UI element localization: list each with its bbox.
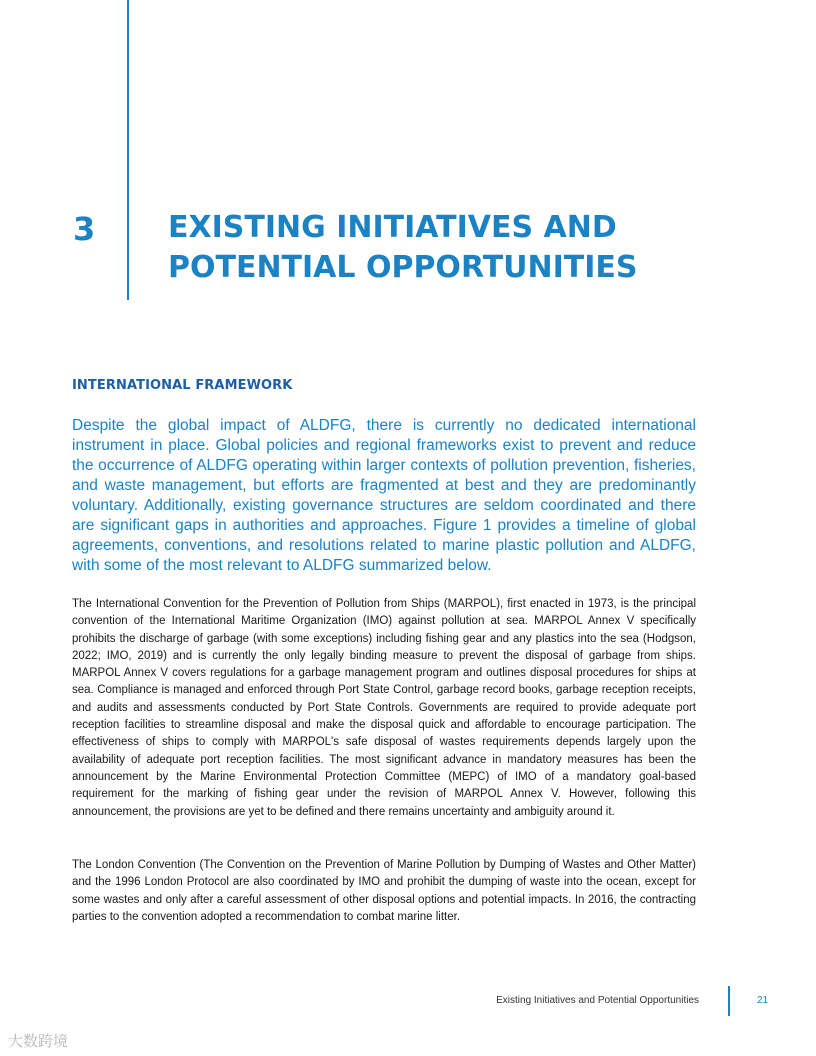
watermark: 大数跨境: [8, 1032, 69, 1050]
footer-running-title: Existing Initiatives and Potential Opportunities: [496, 995, 699, 1006]
chapter-title: [168, 208, 768, 288]
section-heading: INTERNATIONAL FRAMEWORK: [72, 378, 293, 393]
chapter-title-line-1: EXISTING INITIATIVES AND: [168, 210, 617, 245]
chapter-vertical-rule: [127, 0, 129, 300]
footer-divider: [728, 986, 730, 1016]
lead-paragraph: Despite the global impact of ALDFG, there is currently no dedicated international instrument in place. Global policies and regional frameworks exist to prevent and reduce the occurrence of ALDFG operating within larger contexts of pollution prevention, fisheries, and waste management, but efforts are fragmented at best and they are predominantly voluntary. Additionally, existing governance structures are seldom coordinated and there are significant gaps in authorities and approaches. Figure 1 provides a timeline of global agreements, conventions, and resolutions related to marine plastic pollution and ALDFG, with some of the most relevant to ALDFG summarized below.: [72, 417, 696, 574]
chapter-number: 3: [73, 210, 96, 248]
page-number: 21: [757, 995, 769, 1006]
chapter-title-line-2: POTENTIAL OPPORTUNITIES: [168, 250, 638, 285]
body-paragraph-marpol: The International Convention for the Prevention of Pollution from Ships (MARPOL), first enacted in 1973, is the principal convention of the International Maritime Organization (IMO) against pollution at sea. MARPOL Annex V specifically prohibits the discharge of garbage (with some exceptions) including fishing gear and any plastics into the sea (Hodgson, 2022; IMO, 2019) and is currently the only legally binding measure to prevent the disposal of garbage from ships. MARPOL Annex V covers regulations for a garbage management program and outlines disposal procedures for ships at sea. Compliance is managed and enforced through Port State Control, garbage record books, garbage reception receipts, and audits and assessments conducted by Port State Controls. Governments are required to provide adequate port reception facilities to streamline disposal and make the disposal quick and affordable to encourage participation. The effectiveness of ships to comply with MARPOL's safe disposal of wastes requirements depends largely upon the availability of adequate port reception facilities. The most significant advance in mandatory measures has been the announcement by the Marine Environmental Protection Committee (MEPC) of IMO of a mandatory goal-based requirement for the marking of fishing gear under the revision of MARPOL Annex V. However, following this announcement, the provisions are yet to be defined and there remains uncertainty and ambiguity around it.: [72, 598, 696, 818]
body-paragraph-london-convention: The London Convention (The Convention on the Prevention of Marine Pollution by Dumping of Wastes and Other Matter) and the 1996 London Protocol are also coordinated by IMO and prohibit the dumping of waste into the ocean, except for some wastes and only after a careful assessment of other disposal options and potential impacts. In 2016, the contracting parties to the convention adopted a recommendation to combat marine litter.: [72, 859, 696, 923]
